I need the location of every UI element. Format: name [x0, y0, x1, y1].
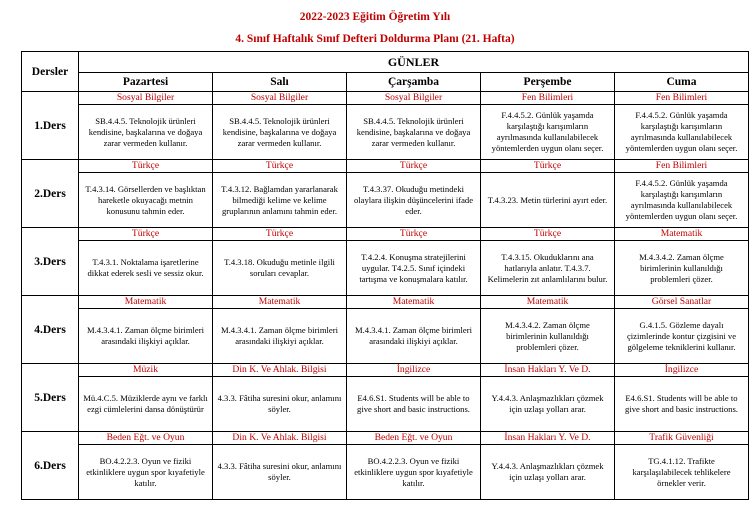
table-row — [22, 296, 749, 364]
objective-text: T.4.3.37. Okuduğu metindeki olaylara ilişkin düşüncelerini ifade eder. — [353, 183, 474, 216]
plan-cell — [615, 228, 749, 296]
plan-cell — [481, 160, 615, 228]
plan-cell — [347, 92, 481, 160]
objective-text: G.4.1.5. Gözleme dayalı çizimlerinde kontur çizgisini ve gölgeleme tekniklerini kullanır. — [626, 319, 737, 352]
table-row — [22, 364, 749, 432]
plan-cell — [347, 296, 481, 364]
objective-text: SB.4.4.5. Teknolojik ürünleri kendisine, başkalarına ve doğaya zarar vermeden kullanır. — [222, 115, 337, 148]
objective-text: T.4.3.23. Metin türlerini ayırt eder. — [487, 194, 608, 205]
weekly-plan-table — [21, 51, 749, 500]
plan-cell — [213, 432, 347, 500]
plan-cell — [79, 92, 213, 160]
table-row — [22, 228, 749, 296]
subject-label: Türkçe — [347, 228, 480, 241]
plan-cell — [79, 432, 213, 500]
plan-cell — [481, 228, 615, 296]
objective-text: Y.4.4.3. Anlaşmazlıkları çözmek için uzlaşı yolları arar. — [491, 461, 604, 482]
objective-text: E4.6.S1. Students will be able to give short and basic instructions. — [357, 393, 470, 414]
plan-cell — [79, 160, 213, 228]
objective-text: T.4.2.4. Konuşma stratejilerini uygular. T4.2.5. Sınıf içindeki tartışma ve konuşmalara katılır. — [359, 251, 468, 284]
lesson-label: 5.Ders — [22, 364, 79, 432]
objective-text: T.4.3.1. Noktalama işaretlerine dikkat ederek sesli ve sessiz okur. — [87, 257, 204, 278]
subject-label: Din K. Ve Ahlak. Bilgisi — [213, 432, 346, 445]
subject-label: Fen Bilimleri — [615, 92, 748, 105]
table-row — [22, 160, 749, 228]
lesson-label: 3.Ders — [22, 228, 79, 296]
plan-cell — [615, 160, 749, 228]
plan-cell — [615, 92, 749, 160]
lesson-label: 4.Ders — [22, 296, 79, 364]
plan-cell — [79, 364, 213, 432]
objective-text: 4.3.3. Fâtiha suresini okur, anlamını söyler. — [217, 393, 342, 414]
subject-label: Trafik Güvenliği — [615, 432, 748, 445]
plan-cell — [481, 296, 615, 364]
plan-cell — [347, 432, 481, 500]
table-row — [22, 92, 749, 160]
header-gunler: GÜNLER — [79, 52, 749, 73]
plan-cell — [615, 364, 749, 432]
subject-label: Türkçe — [347, 160, 480, 173]
subject-label: Fen Bilimleri — [481, 92, 614, 105]
subject-label: Türkçe — [213, 228, 346, 241]
day-header: Cuma — [615, 73, 749, 92]
objective-text: M.4.3.4.1. Zaman ölçme birimleri arasındaki ilişkiyi açıklar. — [221, 325, 338, 346]
plan-cell — [213, 364, 347, 432]
day-header: Çarşamba — [347, 73, 481, 92]
day-header: Pazartesi — [79, 73, 213, 92]
plan-cell — [481, 432, 615, 500]
plan-cell — [79, 228, 213, 296]
subject-label: Matematik — [347, 296, 480, 309]
lesson-label: 2.Ders — [22, 160, 79, 228]
objective-text: BO.4.2.2.3. Oyun ve fiziki etkinliklere uygun spor kıyafetiyle katılır. — [354, 455, 473, 488]
day-header: Salı — [213, 73, 347, 92]
subject-label: Beden Eğt. ve Oyun — [79, 432, 212, 445]
objective-text: M.4.3.4.1. Zaman ölçme birimleri arasındaki ilişkiyi açıklar. — [87, 325, 204, 346]
subject-label: Görsel Sanatlar — [615, 296, 748, 309]
lesson-label: 6.Ders — [22, 432, 79, 500]
objective-text: T.4.3.12. Bağlamdan yararlanarak bilmediği kelime ve kelime gruplarının anlamını tahmin eder. — [221, 183, 338, 216]
objective-text: T.4.3.18. Okuduğu metinle ilgili soruları cevaplar. — [224, 257, 335, 278]
plan-cell — [347, 228, 481, 296]
subject-label: Matematik — [79, 296, 212, 309]
subject-label: Müzik — [79, 364, 212, 377]
subject-label: İngilizce — [347, 364, 480, 377]
plan-body — [22, 92, 749, 500]
subject-label: Türkçe — [213, 160, 346, 173]
subject-label: Türkçe — [79, 160, 212, 173]
objective-text: T.4.3.14. Görsellerden ve başlıktan hareketle okuyacağı metnin konusunu tahmin eder. — [85, 183, 206, 216]
objective-text: SB.4.4.5. Teknolojik ürünleri kendisine, başkalarına ve doğaya zarar vermeden kullanır. — [356, 115, 471, 148]
plan-cell — [213, 160, 347, 228]
subject-label: Matematik — [213, 296, 346, 309]
objective-text: F.4.4.5.2. Günlük yaşamda karşılaştığı karışımların ayrılmasında kullanılabilecek yöntemlerden uygun olanı seçer. — [625, 178, 738, 221]
day-header: Perşembe — [481, 73, 615, 92]
table-row — [22, 432, 749, 500]
plan-cell — [347, 160, 481, 228]
page-subtitle: 4. Sınıf Haftalık Sınıf Defteri Doldurma Planı (21. Hafta) — [235, 33, 515, 45]
subject-label: İnsan Hakları Y. Ve D. — [481, 364, 614, 377]
plan-cell — [481, 364, 615, 432]
objective-text: M.4.3.4.1. Zaman ölçme birimleri arasındaki ilişkiyi açıklar. — [355, 325, 472, 346]
plan-cell — [481, 92, 615, 160]
page-title: 2022-2023 Eğitim Öğretim Yılı — [299, 11, 451, 23]
objective-text: E4.6.S1. Students will be able to give short and basic instructions. — [625, 393, 738, 414]
plan-cell — [79, 296, 213, 364]
lesson-label: 1.Ders — [22, 92, 79, 160]
objective-text: F.4.4.5.2. Günlük yaşamda karşılaştığı karışımların ayrılmasında kullanılabilecek yöntemlerden uygun olanı seçer. — [491, 110, 604, 153]
plan-cell — [213, 296, 347, 364]
plan-cell — [213, 92, 347, 160]
objective-text: F.4.4.5.2. Günlük yaşamda karşılaştığı karışımların ayrılmasında kullanılabilecek yöntemlerden uygun olanı seçer. — [625, 110, 738, 153]
subject-label: Matematik — [615, 228, 748, 241]
plan-cell — [615, 432, 749, 500]
subject-label: Beden Eğt. ve Oyun — [347, 432, 480, 445]
objective-text: 4.3.3. Fâtiha suresini okur, anlamını söyler. — [217, 461, 342, 482]
subject-label: Matematik — [481, 296, 614, 309]
subject-label: Fen Bilimleri — [615, 160, 748, 173]
subject-label: İngilizce — [615, 364, 748, 377]
plan-cell — [347, 364, 481, 432]
plan-cell — [213, 228, 347, 296]
objective-text: Mü.4.C.5. Müziklerde aynı ve farklı ezgi cümlelerini dansa dönüştürür — [83, 393, 208, 414]
subject-label: Türkçe — [481, 228, 614, 241]
objective-text: T.4.3.15. Okuduklarını ana hatlarıyla anlatır. T.4.3.7. Kelimelerin zıt anlamlılarını bulur. — [487, 251, 608, 284]
objective-text: TG.4.1.12. Trafikte karşılaşılabilecek tehlikelere örnekler verir. — [632, 455, 731, 488]
plan-cell — [615, 296, 749, 364]
subject-label: Sosyal Bilgiler — [213, 92, 346, 105]
objective-text: M.4.3.4.2. Zaman ölçme birimlerinin kullanıldığı problemleri çözer. — [505, 319, 590, 352]
subject-label: Sosyal Bilgiler — [347, 92, 480, 105]
subject-label: Türkçe — [79, 228, 212, 241]
subject-label: Sosyal Bilgiler — [79, 92, 212, 105]
objective-text: M.4.3.4.2. Zaman ölçme birimlerinin kullanıldığı problemleri çözer. — [639, 251, 724, 284]
objective-text: Y.4.4.3. Anlaşmazlıkları çözmek için uzlaşı yolları arar. — [491, 393, 604, 414]
header-dersler: Dersler — [22, 52, 79, 92]
objective-text: SB.4.4.5. Teknolojik ürünleri kendisine, başkalarına ve doğaya zarar vermeden kullanır. — [88, 115, 203, 148]
subject-label: Din K. Ve Ahlak. Bilgisi — [213, 364, 346, 377]
objective-text: BO.4.2.2.3. Oyun ve fiziki etkinliklere uygun spor kıyafetiyle katılır. — [86, 455, 205, 488]
subject-label: Türkçe — [481, 160, 614, 173]
subject-label: İnsan Hakları Y. Ve D. — [481, 432, 614, 445]
